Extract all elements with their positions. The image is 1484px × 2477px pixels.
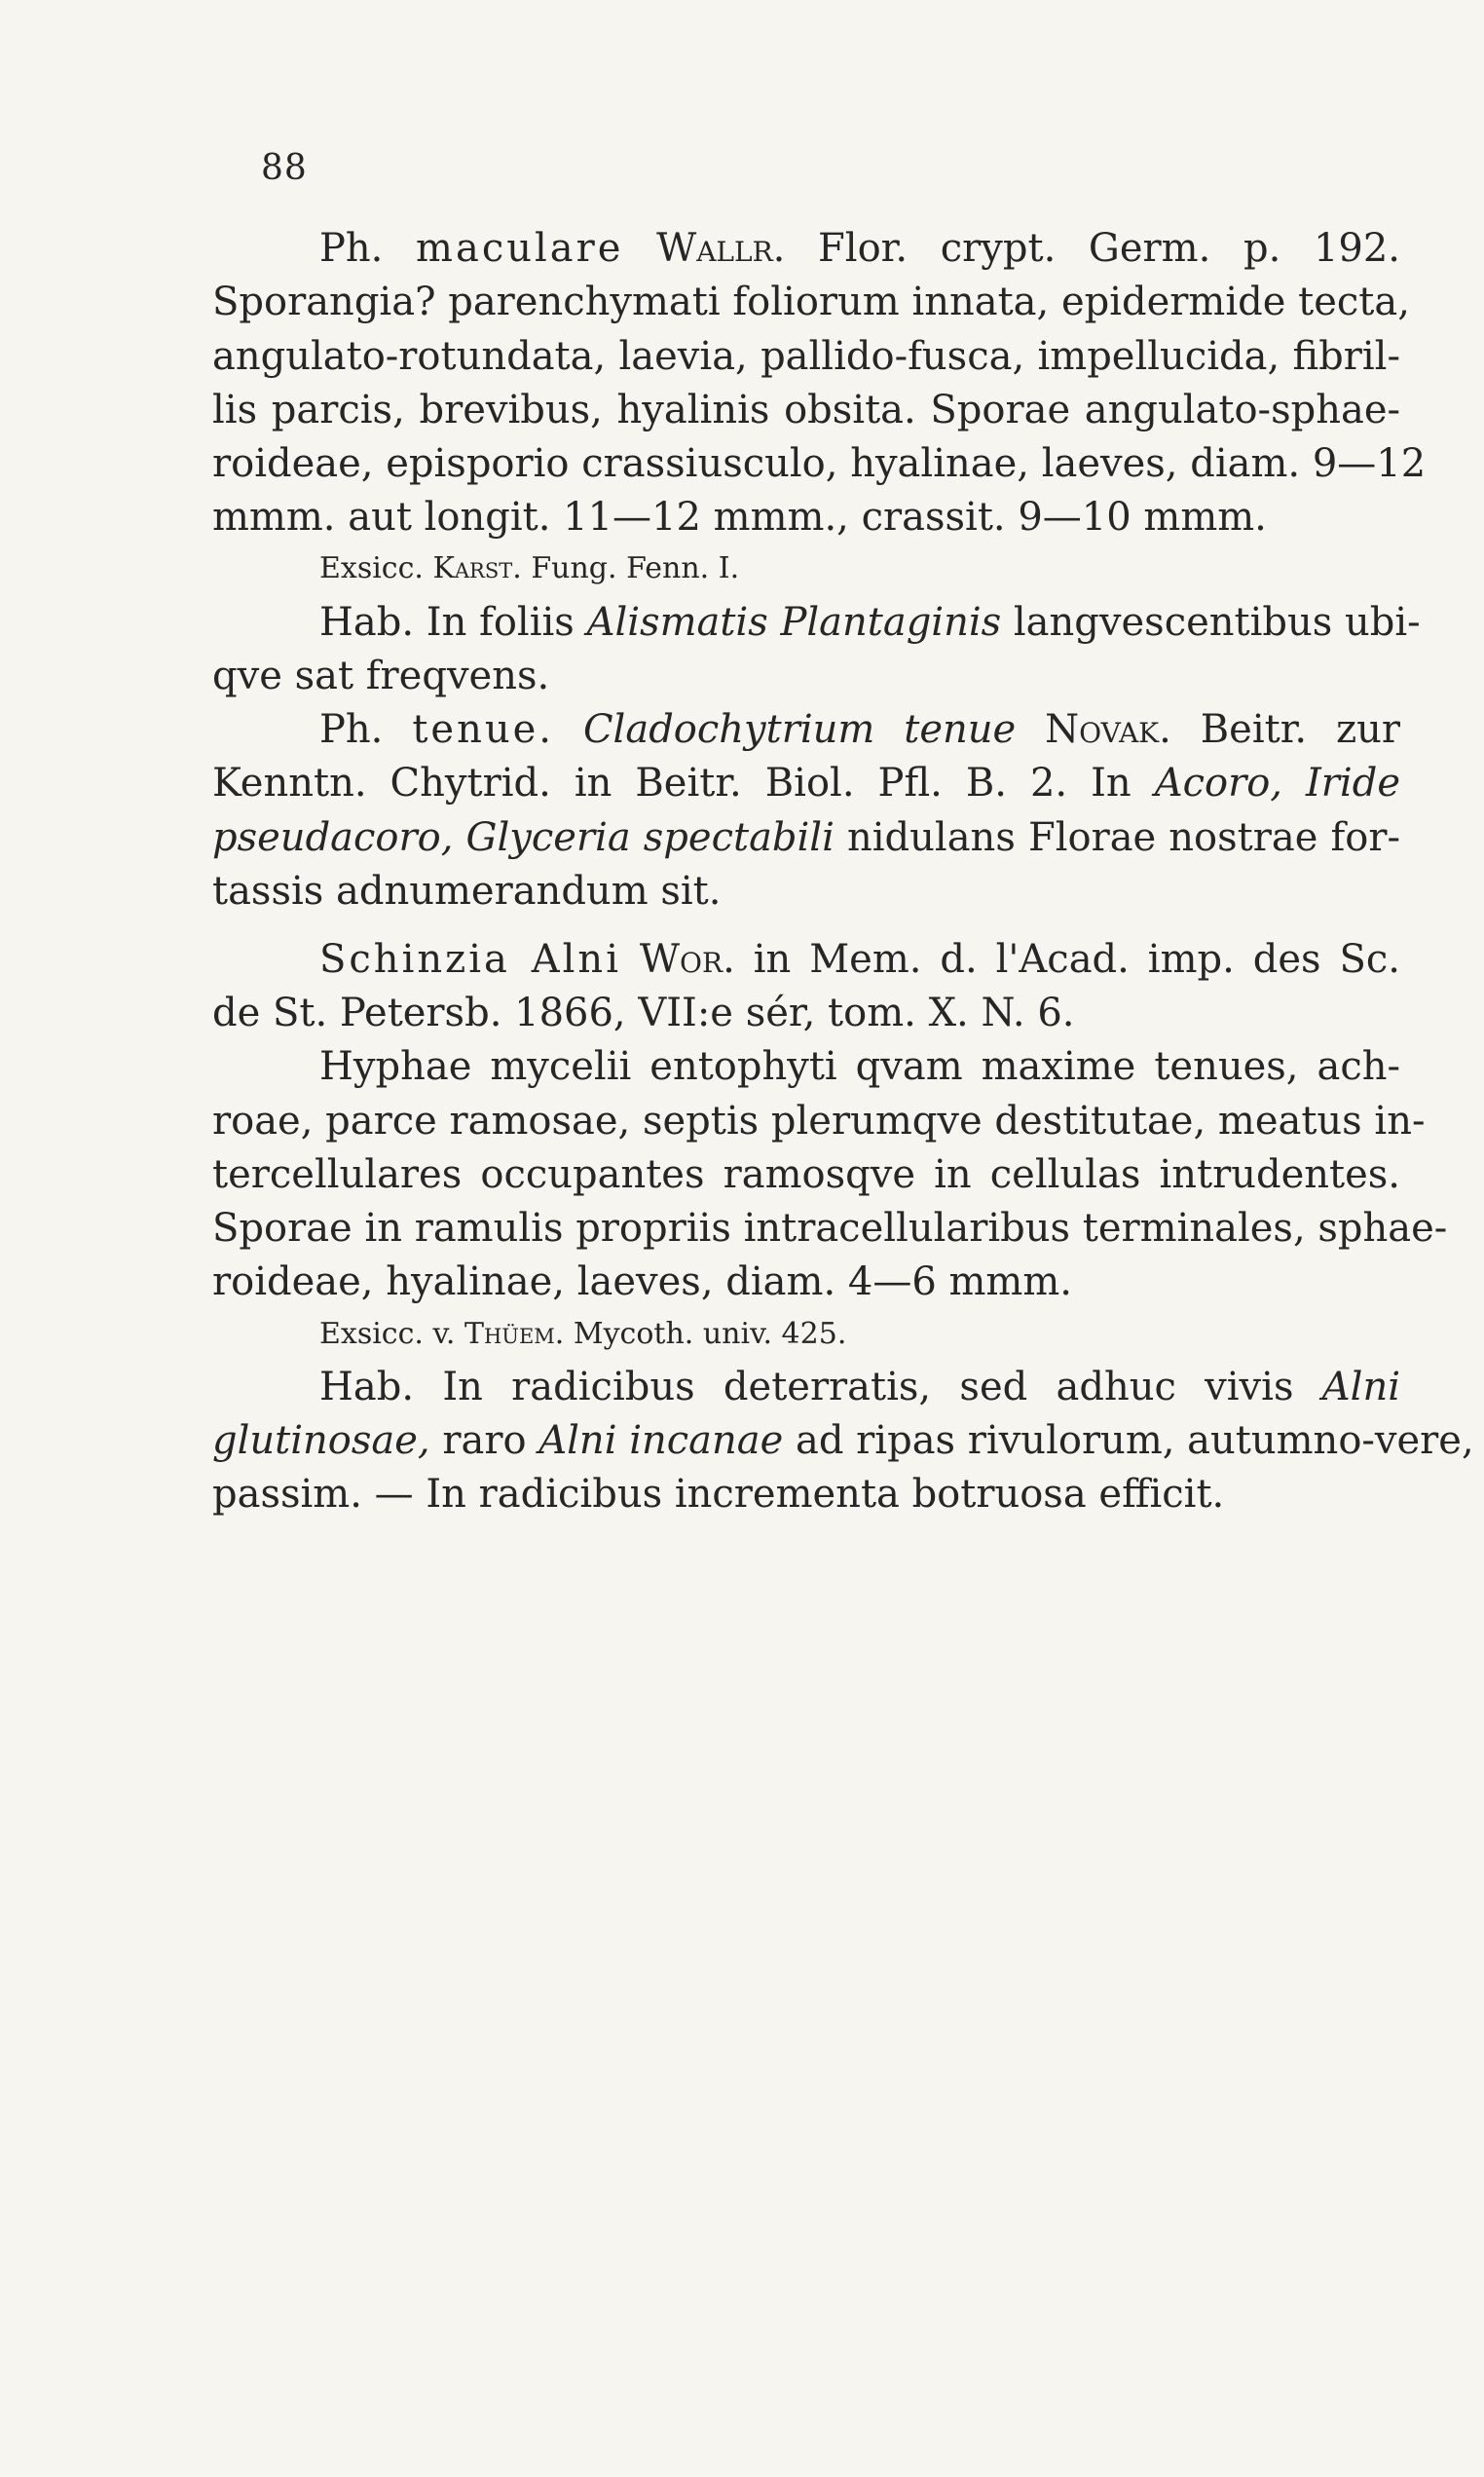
text-run: pseudacoro, Glyceria spectabili xyxy=(212,815,835,860)
text-line xyxy=(212,1361,1400,1414)
text-run: mmm. aut longit. 11—12 mmm., crassit. 9—10 mmm. xyxy=(212,495,1267,540)
text-run: Exsicc. xyxy=(319,551,433,585)
text-run: lis parcis, brevibus, hyalinis obsita. Sporae angulato-sphae- xyxy=(212,388,1400,432)
text-run: Acoro, Iride xyxy=(1154,761,1400,806)
text-run: Fung. Fenn. I. xyxy=(521,551,740,585)
text-line xyxy=(212,1095,1426,1148)
text-run: de St. Petersb. 1866, VII:e sér, tom. X. N. 6. xyxy=(212,991,1075,1035)
text-run: tassis adnumerandum sit. xyxy=(212,869,722,914)
text-run: qve sat freqvens. xyxy=(212,654,550,698)
text-run: Wallr. xyxy=(656,226,786,271)
text-line xyxy=(212,1202,1448,1256)
text-run: passim. — In radicibus incrementa botruosa efficit. xyxy=(212,1472,1225,1517)
text-line xyxy=(212,757,1400,810)
text-run: Alni incanae xyxy=(538,1418,784,1463)
text-run: Schinzia Alni xyxy=(319,937,621,982)
text-run: Hab. In radicibus deterratis, sed adhuc vivis xyxy=(319,1365,1322,1409)
text-run: Wor. xyxy=(639,937,735,982)
text-line xyxy=(212,1468,1400,1521)
text-line xyxy=(212,811,1400,865)
text-run: Exsicc. v. xyxy=(319,1317,464,1351)
text-line xyxy=(212,1148,1400,1202)
text-run: Thüem. xyxy=(464,1317,565,1351)
page-number: 88 xyxy=(261,148,308,188)
text-run: roideae, hyalinae, laeves, diam. 4—6 mmm. xyxy=(212,1259,1072,1304)
text-run: Cladochytrium tenue xyxy=(582,707,1017,752)
text-line xyxy=(212,545,1400,592)
text-run: Novak. xyxy=(1045,707,1171,752)
text-line xyxy=(212,330,1400,384)
text-run: Hab. In foliis xyxy=(319,600,587,645)
text-run: Kenntn. Chytrid. in Beitr. Biol. Pfl. B. 2. In xyxy=(212,761,1155,806)
text-run: angulato-rotundata, laevia, pallido-fusca, impellucida, fibril- xyxy=(212,334,1400,379)
text-run xyxy=(554,707,583,752)
text-run xyxy=(1016,707,1045,752)
text-line xyxy=(212,222,1400,276)
text-run: Karst. xyxy=(432,551,522,585)
text-line xyxy=(212,596,1421,650)
text-line xyxy=(212,703,1400,757)
text-run: Sporangia? parenchymati foliorum innata, epidermide tecta, xyxy=(212,280,1410,324)
text-run: Alismatis Plantaginis xyxy=(586,600,1002,645)
text-line xyxy=(212,987,1400,1040)
text-run: Beitr. zur xyxy=(1170,707,1401,752)
text-run: raro xyxy=(429,1418,539,1463)
text-run xyxy=(623,226,656,271)
text-run: maculare xyxy=(416,226,624,271)
text-line xyxy=(212,491,1400,544)
text-run: langvescentibus ubi- xyxy=(1001,600,1421,645)
text-run xyxy=(621,937,640,982)
text-line xyxy=(212,384,1400,437)
text-run: Ph. xyxy=(319,707,413,752)
text-run: in Mem. d. l'Acad. imp. des Sc. xyxy=(734,937,1400,982)
text-run: Alni xyxy=(1321,1365,1400,1409)
text-run: nidulans Florae nostrae for- xyxy=(834,815,1400,860)
text-line xyxy=(212,1040,1400,1094)
text-run: Flor. crypt. Germ. p. 192. xyxy=(785,226,1401,271)
text-run: glutinosae, xyxy=(212,1418,430,1463)
text-line xyxy=(212,276,1410,329)
text-run: ad ripas rivulorum, autumno-vere, xyxy=(783,1418,1474,1463)
text-line xyxy=(212,865,1400,919)
text-line xyxy=(212,1414,1474,1468)
text-run: Mycoth. univ. 425. xyxy=(564,1317,847,1351)
text-line xyxy=(212,1256,1400,1309)
text-run: roideae, episporio crassiusculo, hyalinae, laeves, diam. 9—12 xyxy=(212,441,1427,486)
text-run: tenue. xyxy=(412,707,554,752)
text-run: Sporae in ramulis propriis intracellularibus terminales, sphae- xyxy=(212,1206,1448,1251)
text-line xyxy=(212,650,1400,703)
text-line xyxy=(212,1311,1400,1358)
text-run: tercellulares occupantes ramosqve in cellulas intrudentes. xyxy=(212,1152,1400,1197)
text-run: Hyphae mycelii entophyti qvam maxime tenues, ach- xyxy=(319,1044,1400,1089)
text-run: Ph. xyxy=(319,226,417,271)
text-line xyxy=(212,933,1400,987)
text-line xyxy=(212,437,1427,491)
text-run: roae, parce ramosae, septis plerumqve destitutae, meatus in- xyxy=(212,1099,1426,1144)
